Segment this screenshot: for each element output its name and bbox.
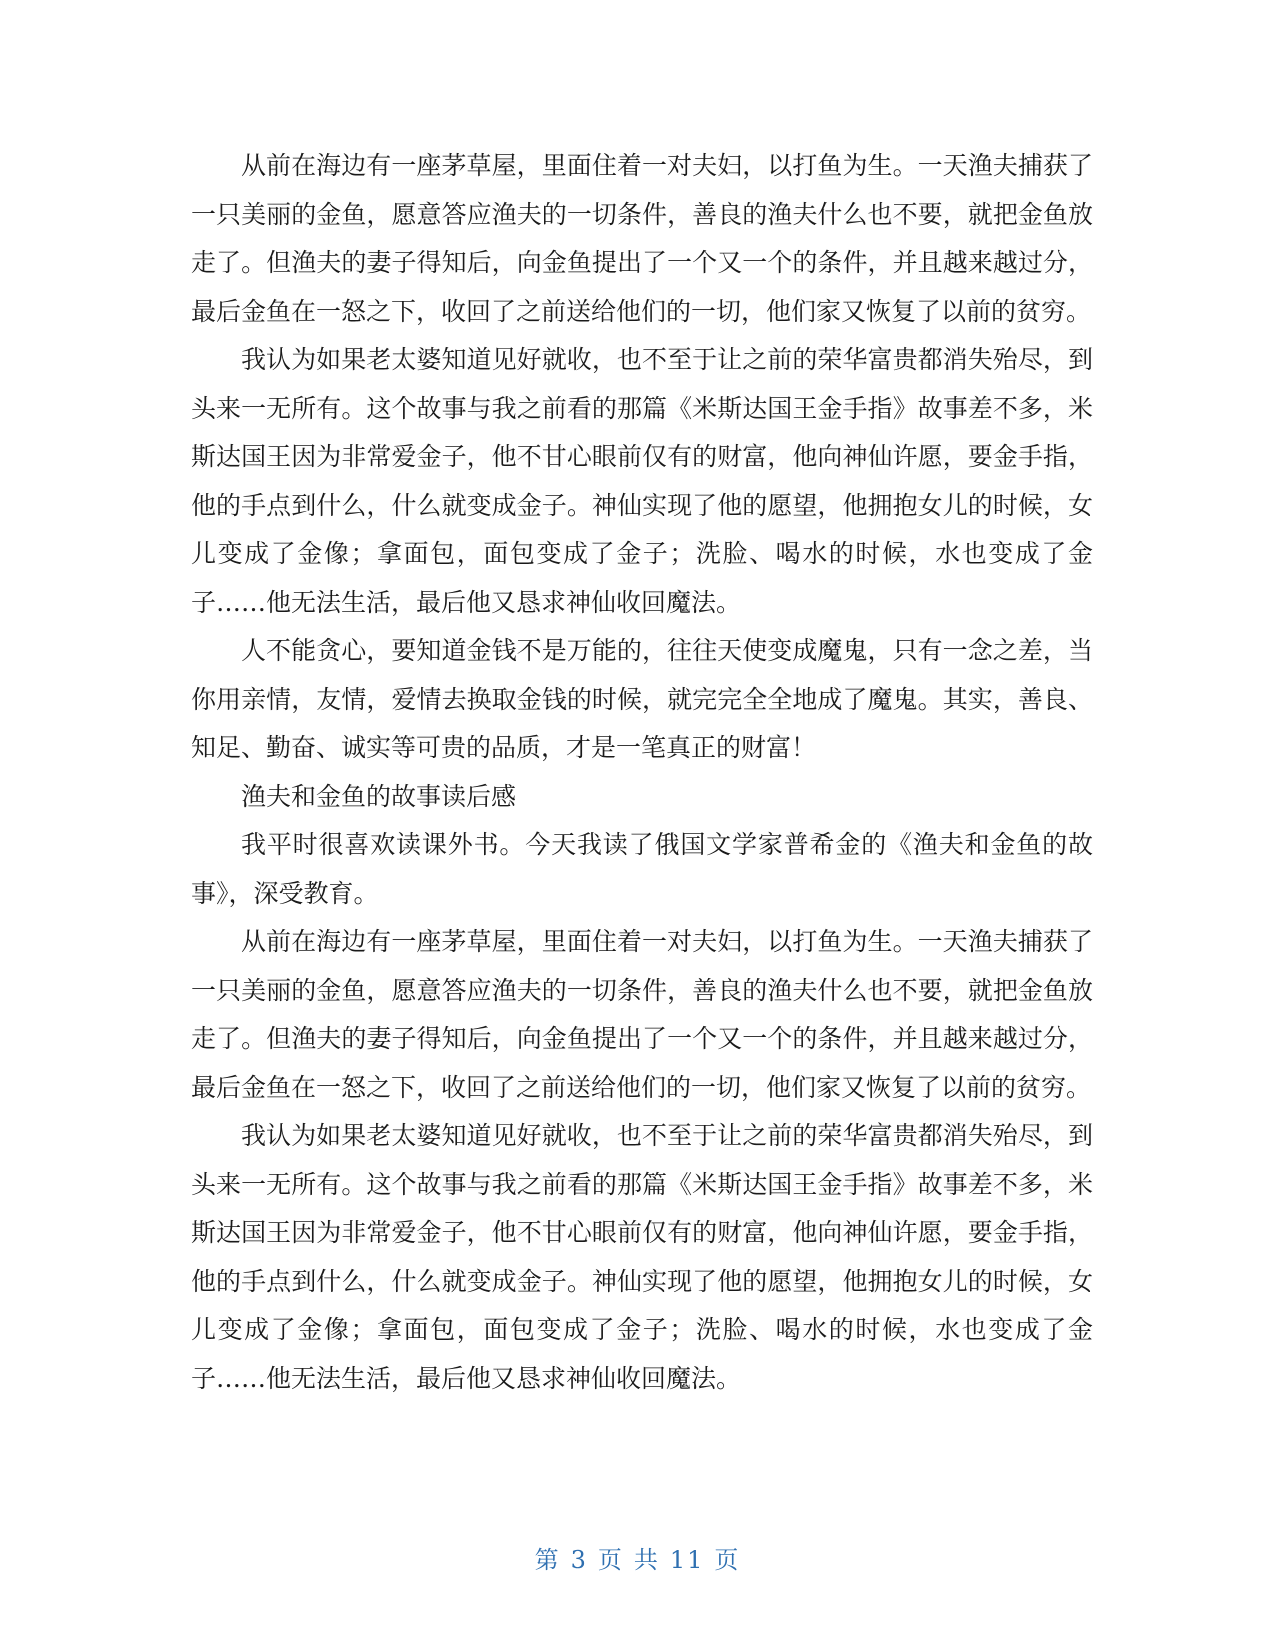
footer-prefix: 第 [534,1546,561,1574]
paragraph-story-summary: 从前在海边有一座茅草屋，里面住着一对夫妇，以打鱼为生。一天渔夫捕获了一只美丽的金鱼，愿意答应渔夫的一切条件，善良的渔夫什么也不要，就把金鱼放走了。但渔夫的妻子得知后，向金鱼提出了一个又一个的条件，并且越来越过分，最后金鱼在一怒之下，收回了之前送给他们的一切，他们家又恢复了以前的贫穷。 [191,151,1093,326]
footer-current-page: 3 [570,1546,588,1574]
footer-suffix: 页 [714,1546,741,1574]
footer-page-word: 页 [597,1546,624,1574]
paragraph-opinion-midas-repeat: 我认为如果老太婆知道见好就收，也不至于让之前的荣华富贵都消失殆尽，到头来一无所有。这个故事与我之前看的那篇《米斯达国王金手指》故事差不多，米斯达国王因为非常爱金子，他不甘心眼前仅有的财富，他向神仙许愿，要金手指，他的手点到什么，什么就变成金子。神仙实现了他的愿望，他拥抱女儿的时候，女儿变成了金像；拿面包，面包变成了金子；洗脸、喝水的时候，水也变成了金子……他无法生活，最后他又恳求神仙收回魔法。 [191,1121,1093,1393]
section-title: 渔夫和金鱼的故事读后感 [241,781,517,811]
paragraph-conclusion: 人不能贪心，要知道金钱不是万能的，往往天使变成魔鬼，只有一念之差，当你用亲情，友情，爱情去换取金钱的时候，就完完全全地成了魔鬼。其实，善良、知足、勤奋、诚实等可贵的品质，才是一笔真正的财富！ [191,636,1093,762]
page-footer [0,1540,1275,1575]
footer-total-prefix: 共 [633,1546,660,1574]
paragraph-intro: 我平时很喜欢读课外书。今天我读了俄国文学家普希金的《渔夫和金鱼的故事》，深受教育。 [191,830,1093,908]
document-body [191,142,1093,1403]
footer-total-pages: 11 [669,1546,705,1574]
paragraph-story-summary-repeat: 从前在海边有一座茅草屋，里面住着一对夫妇，以打鱼为生。一天渔夫捕获了一只美丽的金鱼，愿意答应渔夫的一切条件，善良的渔夫什么也不要，就把金鱼放走了。但渔夫的妻子得知后，向金鱼提出了一个又一个的条件，并且越来越过分，最后金鱼在一怒之下，收回了之前送给他们的一切，他们家又恢复了以前的贫穷。 [191,927,1093,1102]
paragraph-opinion-midas: 我认为如果老太婆知道见好就收，也不至于让之前的荣华富贵都消失殆尽，到头来一无所有。这个故事与我之前看的那篇《米斯达国王金手指》故事差不多，米斯达国王因为非常爱金子，他不甘心眼前仅有的财富，他向神仙许愿，要金手指，他的手点到什么，什么就变成金子。神仙实现了他的愿望，他拥抱女儿的时候，女儿变成了金像；拿面包，面包变成了金子；洗脸、喝水的时候，水也变成了金子……他无法生活，最后他又恳求神仙收回魔法。 [191,345,1093,617]
